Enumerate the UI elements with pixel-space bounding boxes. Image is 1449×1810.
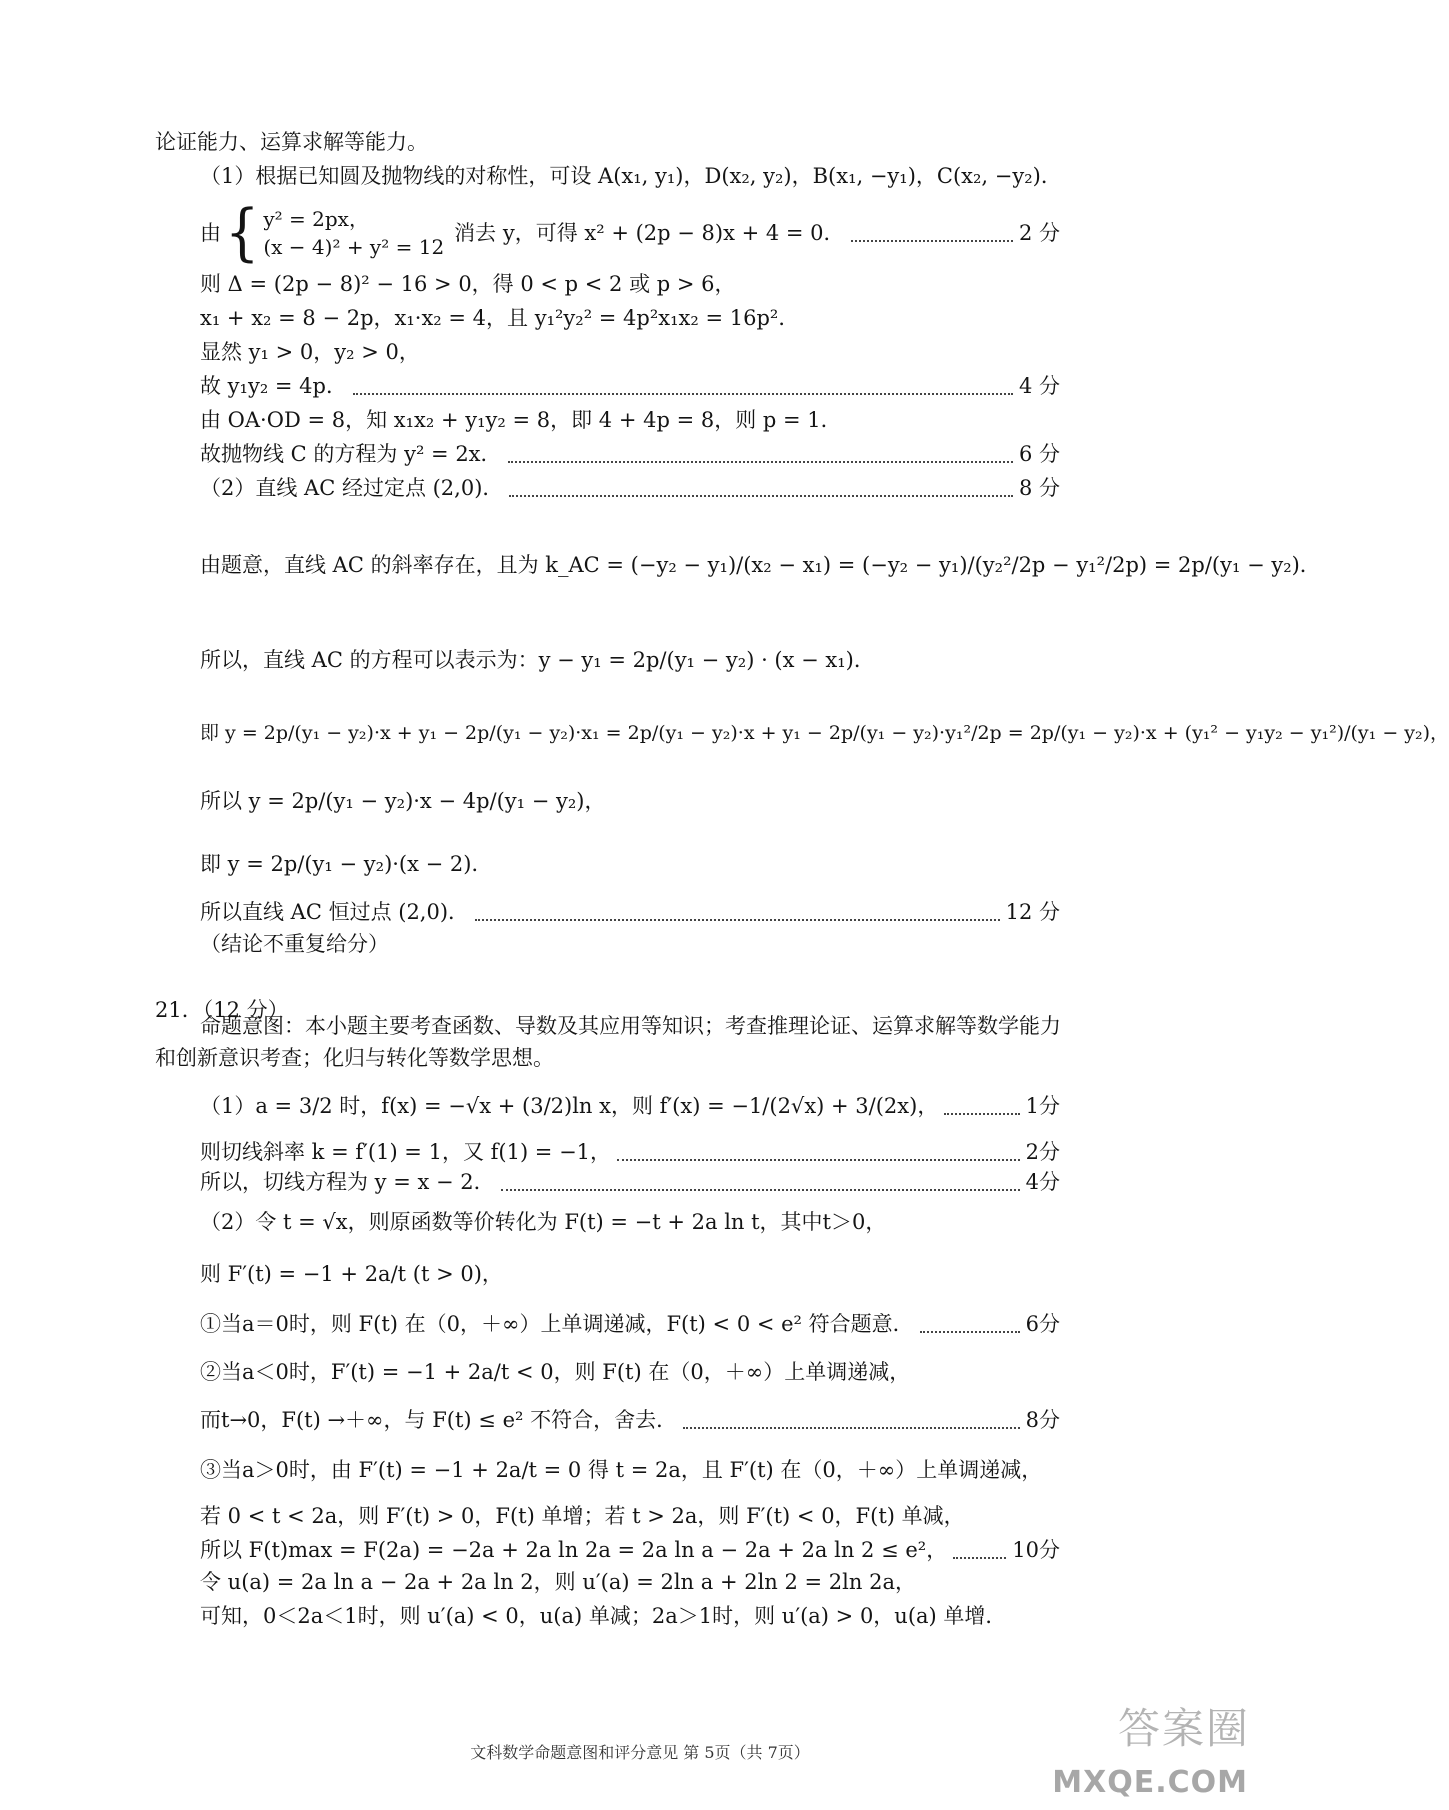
line-text: 和创新意识考查；化归与转化等数学思想。 bbox=[155, 1045, 554, 1070]
line-intro bbox=[155, 126, 1060, 158]
line-product bbox=[200, 370, 1060, 402]
line-text: 即 y = 2p/(y₁ − y₂)·x + y₁ − 2p/(y₁ − y₂)·x₁ = 2p/(y₁ − y₂)·x + y₁ − 2p/(y₁ − y₂)·y₁²/2p = 2p/(y₁ − y₂)·x + (y₁² − y₁y₂ − y₁²)/(y₁ − y₂)， bbox=[200, 721, 1449, 744]
score-label: 8 分 bbox=[1018, 475, 1060, 500]
system-prefix: 由 bbox=[200, 220, 221, 245]
score-label: 2分 bbox=[1025, 1139, 1060, 1164]
line-text: （2）令 t = √x，则原函数等价转化为 F(t) = −t + 2a ln t，其中t＞0， bbox=[200, 1209, 887, 1234]
line-text: 所以，切线方程为 y = x − 2． bbox=[200, 1169, 495, 1194]
line-text: 则切线斜率 k = f′(1) = 1，又 f(1) = −1， bbox=[200, 1139, 612, 1164]
line-factored bbox=[200, 842, 1060, 886]
line-text: （1）根据已知圆及抛物线的对称性，可设 A(x₁, y₁)，D(x₂, y₂)，B(x₁, −y₁)，C(x₂, −y₂)． bbox=[200, 163, 1062, 188]
line-dot-product bbox=[200, 404, 1060, 436]
line-part2 bbox=[200, 472, 1060, 504]
leader-dots bbox=[475, 919, 1000, 921]
line-text: 若 0 < t < 2a，则 F′(t) > 0，F(t) 单增；若 t > 2a，则 F′(t) < 0，F(t) 单减， bbox=[200, 1503, 965, 1528]
system-row-2: (x − 4)² + y² = 12 bbox=[263, 235, 445, 259]
leader-dots bbox=[501, 1189, 1020, 1191]
line-text: 所以 y = 2p/(y₁ − y₂)·x − 4p/(y₁ − y₂)， bbox=[200, 788, 606, 813]
line-text: ③当a＞0时，由 F′(t) = −1 + 2a/t = 0 得 t = 2a，且 F′(t) 在（0，＋∞）上单调递减， bbox=[200, 1457, 1043, 1482]
heading-text: 21．（12 分） bbox=[155, 998, 289, 1022]
watermark-url: MXQE.COM bbox=[1052, 1765, 1248, 1800]
line-text: （结论不重复给分） bbox=[200, 931, 389, 956]
leader-dots bbox=[920, 1331, 1020, 1333]
q21-part1 bbox=[200, 1084, 1060, 1128]
line-text: 故 y₁y₂ = 4p． bbox=[200, 373, 347, 398]
line-text: 论证能力、运算求解等能力。 bbox=[155, 129, 428, 154]
line-1-setup bbox=[200, 160, 1060, 192]
line-text: 故抛物线 C 的方程为 y² = 2x． bbox=[200, 441, 502, 466]
leader-dots bbox=[851, 240, 1013, 242]
line-text: （1）a = 3/2 时，f(x) = −√x + (3/2)ln x，则 f′(x) = −1/(2√x) + 3/(2x)， bbox=[200, 1093, 939, 1118]
line-text: 而t→0，F(t) →＋∞，与 F(t) ≤ e² 不符合，舍去． bbox=[200, 1407, 678, 1432]
q21-intent-2 bbox=[155, 1042, 1060, 1074]
leader-dots bbox=[353, 393, 1013, 395]
line-text: 消去 y，可得 x² + (2p − 8)x + 4 = 0． bbox=[454, 220, 845, 245]
leader-dots bbox=[509, 495, 1013, 497]
line-system bbox=[200, 196, 1060, 269]
line-note bbox=[200, 928, 1060, 960]
q21-case-3 bbox=[200, 1450, 1060, 1490]
q21-case-2 bbox=[200, 1352, 1060, 1392]
score-label: 2 分 bbox=[1018, 220, 1060, 245]
q21-case-1 bbox=[200, 1308, 1060, 1340]
q21-monotonic bbox=[200, 1500, 1060, 1532]
footer-text: 文科数学命题意图和评分意见 第 5页（共 7页） bbox=[470, 1743, 810, 1762]
line-text: 所以，直线 AC 的方程可以表示为：y − y₁ = 2p/(y₁ − y₂) · (x − x₁)． bbox=[200, 647, 875, 672]
watermark bbox=[1040, 1696, 1260, 1806]
line-text: 由 OA·OD = 8，知 x₁x₂ + y₁y₂ = 8，即 4 + 4p = 8，则 p = 1． bbox=[200, 407, 842, 432]
line-text: ①当a＝0时，则 F(t) 在（0，＋∞）上单调递减，F(t) < 0 < e² 符合题意． bbox=[200, 1311, 914, 1336]
line-vieta bbox=[200, 302, 1060, 334]
line-text: x₁ + x₂ = 8 − 2p，x₁·x₂ = 4，且 y₁²y₂² = 4p²x₁x₂ = 16p²． bbox=[200, 305, 800, 330]
q21-slope bbox=[200, 1136, 1060, 1168]
line-text: 则 F′(t) = −1 + 2a/t (t > 0)， bbox=[200, 1261, 503, 1286]
score-label: 6 分 bbox=[1018, 441, 1060, 466]
line-conclusion bbox=[200, 896, 1060, 928]
line-line-eq bbox=[200, 638, 1060, 682]
score-label: 8分 bbox=[1025, 1407, 1060, 1432]
line-text: 可知，0＜2a＜1时，则 u′(a) < 0，u(a) 单减；2a＞1时，则 u′(a) > 0，u(a) 单增． bbox=[200, 1603, 1007, 1628]
brace-icon: { bbox=[225, 196, 260, 269]
q21-derivative bbox=[200, 1254, 1060, 1294]
line-text: 令 u(a) = 2a ln a − 2a + 2a ln 2，则 u′(a) = 2ln a + 2ln 2 = 2ln 2a， bbox=[200, 1569, 916, 1594]
score-label: 1分 bbox=[1025, 1093, 1060, 1118]
score-label: 4分 bbox=[1025, 1169, 1060, 1194]
line-expand bbox=[200, 708, 1449, 758]
line-text: 命题意图：本小题主要考查函数、导数及其应用等知识；考查推理论证、运算求解等数学能力 bbox=[200, 1013, 1061, 1038]
watermark-logo: 答案圈 bbox=[1117, 1704, 1250, 1753]
line-text: （2）直线 AC 经过定点 (2,0)． bbox=[200, 475, 504, 500]
line-text: 即 y = 2p/(y₁ − y₂)·(x − 2)． bbox=[200, 851, 493, 876]
line-parabola bbox=[200, 438, 1060, 470]
line-text: ②当a＜0时，F′(t) = −1 + 2a/t < 0，则 F(t) 在（0，＋∞）上单调递减， bbox=[200, 1359, 911, 1384]
q21-case-2b bbox=[200, 1404, 1060, 1436]
q21-intent-1 bbox=[200, 1010, 1120, 1042]
score-label: 12 分 bbox=[1005, 899, 1060, 924]
q21-tangent bbox=[200, 1166, 1060, 1198]
equation-system bbox=[225, 196, 445, 269]
line-text: 则 Δ = (2p − 8)² − 16 > 0，得 0 < p < 2 或 p > 6， bbox=[200, 271, 736, 296]
line-text: 由题意，直线 AC 的斜率存在，且为 k_AC = (−y₂ − y₁)/(x₂ − x₁) = (−y₂ − y₁)/(y₂²/2p − y₁²/2p) = 2p/(y₁ − y₂)． bbox=[200, 552, 1321, 577]
score-label: 4 分 bbox=[1018, 373, 1060, 398]
line-text: 显然 y₁ > 0，y₂ > 0， bbox=[200, 339, 420, 364]
leader-dots bbox=[683, 1427, 1020, 1429]
leader-dots bbox=[508, 461, 1013, 463]
line-slope bbox=[200, 535, 1321, 595]
score-label: 6分 bbox=[1025, 1311, 1060, 1336]
q21-max bbox=[200, 1534, 1060, 1566]
leader-dots bbox=[617, 1159, 1020, 1161]
line-positive bbox=[200, 336, 1060, 368]
line-text: 所以 F(t)max = F(2a) = −2a + 2a ln 2a = 2a ln a − 2a + 2a ln 2 ≤ e²， bbox=[200, 1537, 948, 1562]
line-simplify bbox=[200, 778, 1060, 824]
q21-substitution bbox=[200, 1206, 1060, 1238]
score-label: 10分 bbox=[1012, 1537, 1060, 1562]
line-discriminant bbox=[200, 268, 1060, 300]
q21-u-mono bbox=[200, 1600, 1060, 1632]
system-row-1: y² = 2px， bbox=[263, 207, 369, 231]
q21-u-def bbox=[200, 1566, 1060, 1598]
line-text: 所以直线 AC 恒过点 (2,0)． bbox=[200, 899, 470, 924]
leader-dots bbox=[944, 1113, 1019, 1115]
leader-dots bbox=[953, 1557, 1006, 1559]
